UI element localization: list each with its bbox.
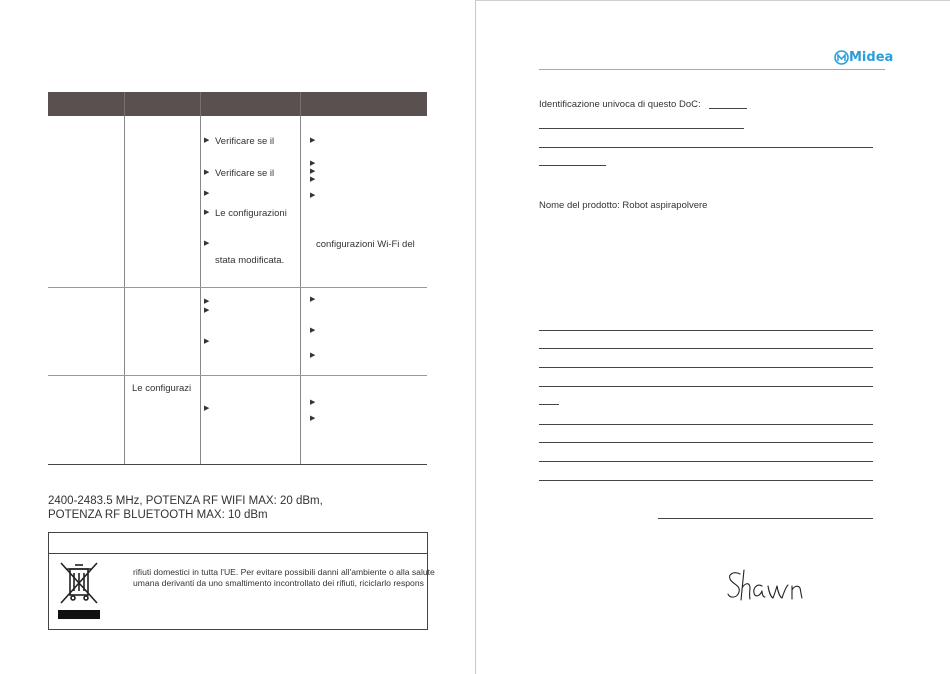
header-col-sep xyxy=(300,92,301,116)
midea-logo-text: Midea xyxy=(849,50,894,65)
col-sep-3 xyxy=(300,116,301,464)
handwritten-signature xyxy=(726,568,810,613)
rf-line-2: POTENZA RF BLUETOOTH MAX: 10 dBm xyxy=(48,509,268,521)
blank-line xyxy=(539,128,744,129)
rf-power-text xyxy=(48,494,323,522)
blank-line xyxy=(539,442,873,443)
row-sep-2 xyxy=(48,375,427,376)
bullet-arrow-icon: ▶ xyxy=(204,137,210,144)
table-cell: Verificare se il xyxy=(215,168,275,179)
blank-line xyxy=(539,348,873,349)
weee-notice-box xyxy=(48,532,435,630)
bullet-arrow-icon: ▶ xyxy=(310,352,316,359)
bullet-arrow-icon: ▶ xyxy=(204,307,210,314)
table-cell: Verificare se il xyxy=(215,136,275,147)
bullet-arrow-icon: ▶ xyxy=(310,192,316,199)
signature-date-line xyxy=(658,518,873,519)
bullet-arrow-icon: ▶ xyxy=(310,296,316,303)
bullet-arrow-icon: ▶ xyxy=(204,405,210,412)
bullet-arrow-icon: ▶ xyxy=(204,190,210,197)
midea-logo-icon xyxy=(834,50,849,65)
table-header xyxy=(48,92,427,116)
bullet-arrow-icon: ▶ xyxy=(204,169,210,176)
weee-text xyxy=(133,567,435,589)
weee-notice-header xyxy=(49,533,427,554)
blank-line xyxy=(539,424,873,425)
bullet-arrow-icon: ▶ xyxy=(204,298,210,305)
doc-id-label: Identificazione univoca di questo DoC: xyxy=(539,99,701,110)
bullet-arrow-icon: ▶ xyxy=(310,176,316,183)
header-rule xyxy=(539,69,885,70)
bullet-arrow-icon: ▶ xyxy=(204,338,210,345)
doc-id-blank xyxy=(709,108,747,109)
weee-line-2: umana derivanti da uno smaltimento incontrollato dei rifiuti, riciclarlo respons xyxy=(133,578,424,588)
bullet-arrow-icon: ▶ xyxy=(204,209,210,216)
bullet-arrow-icon: ▶ xyxy=(310,160,316,167)
header-col-sep xyxy=(124,92,125,116)
col-sep-2 xyxy=(200,116,201,464)
bullet-arrow-icon: ▶ xyxy=(310,327,316,334)
blank-line xyxy=(539,404,559,405)
header-col-sep xyxy=(200,92,201,116)
blank-line xyxy=(539,330,873,331)
bullet-arrow-icon: ▶ xyxy=(310,399,316,406)
col-sep-1 xyxy=(124,116,125,464)
table-cell: configurazioni Wi-Fi del xyxy=(316,239,415,250)
rf-line-1: 2400-2483.5 MHz, POTENZA RF WIFI MAX: 20 dBm, xyxy=(48,495,323,507)
blank-line xyxy=(539,480,873,481)
row-sep-1 xyxy=(48,287,427,288)
bullet-arrow-icon: ▶ xyxy=(204,240,210,247)
product-name: Nome del prodotto: Robot aspirapolvere xyxy=(539,200,708,211)
bullet-arrow-icon: ▶ xyxy=(310,168,316,175)
table-cell: Le configurazioni xyxy=(215,208,287,219)
table-bottom-rule xyxy=(48,464,427,465)
crossed-out-bin-icon xyxy=(57,557,101,628)
blank-line xyxy=(539,165,606,166)
table-cell: Le configurazi xyxy=(132,383,192,394)
bullet-arrow-icon: ▶ xyxy=(310,137,316,144)
blank-line xyxy=(539,386,873,387)
blank-line xyxy=(539,367,873,368)
page-gutter xyxy=(475,0,476,674)
blank-line xyxy=(539,147,873,148)
blank-line xyxy=(539,461,873,462)
bullet-arrow-icon: ▶ xyxy=(310,415,316,422)
weee-line-1: rifiuti domestici in tutta l'UE. Per evitare possibili danni all'ambiente o alla salute xyxy=(133,567,435,577)
table-cell: stata modificata. xyxy=(215,255,285,266)
